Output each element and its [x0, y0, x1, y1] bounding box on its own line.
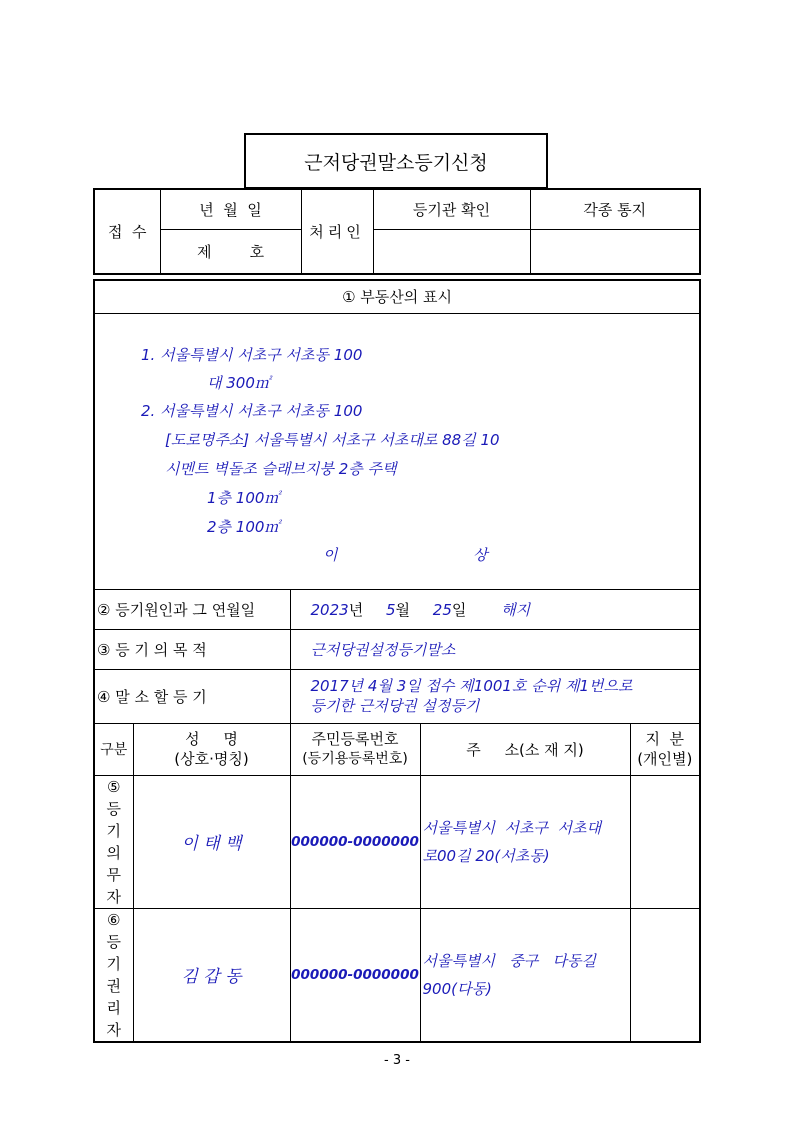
property-line-2: 대 300㎡ — [207, 373, 270, 392]
obligor-address — [420, 775, 630, 908]
end-mark-left: 이 — [323, 545, 338, 564]
handler-label: 처리인 — [301, 189, 373, 274]
property-line-7: 2층 100㎡ — [207, 517, 280, 536]
purpose-value: 근저당권설정등기말소 — [290, 629, 700, 669]
obligor-div-1: 등 — [106, 799, 121, 818]
property-line-5: 시멘트 벽돌조 슬래브지붕 2층 주택 — [165, 459, 397, 478]
obligee-address — [420, 908, 630, 1042]
obligor-address-1: 서울특별시 서초구 서초대 — [422, 818, 601, 837]
date-label: 년 월 일 — [160, 189, 301, 229]
address-header: 주 소(소 재 지) — [420, 723, 630, 775]
obligor-id: 000000-0000000 — [290, 775, 420, 908]
obligee-share — [630, 908, 700, 1042]
obligee-address-1: 서울특별시 중구 다동길 — [422, 951, 597, 970]
name-header — [133, 723, 290, 775]
property-line-1: 1. 서울특별시 서초구 서초동 100 — [141, 345, 363, 364]
obligee-name: 김 갑 동 — [133, 908, 290, 1042]
cancel-label: ④ 말 소 할 등 기 — [94, 669, 290, 723]
notices-field — [530, 229, 700, 274]
registrar-check-field — [373, 229, 530, 274]
division-header: 구분 — [94, 723, 133, 775]
obligor-div-0: ⑤ — [107, 777, 121, 796]
id-header-main: 주민등록번호 — [311, 730, 399, 748]
reception-label: 접 수 — [94, 189, 160, 274]
obligor-div-3: 의 — [106, 843, 121, 862]
id-header — [290, 723, 420, 775]
application-table — [93, 279, 701, 1043]
property-header: ① 부동산의 표시 — [94, 280, 700, 313]
document-title: 근저당권말소등기신청 — [244, 133, 548, 189]
cause-month-unit: 월 — [395, 600, 411, 619]
obligee-div-3: 권 — [106, 976, 121, 995]
cause-year: 2023 — [310, 600, 349, 619]
obligor-share — [630, 775, 700, 908]
obligee-id: 000000-0000000 — [290, 908, 420, 1042]
cancel-line-2: 등기한 근저당권 설정등기 — [310, 697, 480, 715]
cause-label: ② 등기원인과 그 연월일 — [94, 589, 290, 629]
registrar-check-label: 등기관 확인 — [373, 189, 530, 229]
page-number: - 3 - — [384, 1053, 410, 1068]
name-header-main: 성 명 — [185, 730, 238, 748]
property-line-3: 2. 서울특별시 서초구 서초동 100 — [141, 401, 363, 420]
property-line-6: 1층 100㎡ — [207, 488, 280, 507]
cause-month: 5 — [385, 600, 396, 619]
obligee-div-2: 기 — [106, 954, 121, 973]
cause-day-unit: 일 — [451, 600, 467, 619]
share-header-sub: (개인별) — [637, 750, 693, 768]
obligor-div-5: 자 — [106, 887, 121, 906]
obligor-address-2: 로00길 20(서초동) — [422, 846, 550, 865]
name-header-sub: (상호·명칭) — [174, 750, 249, 768]
obligee-div-1: 등 — [106, 932, 121, 951]
cancel-line-1: 2017년 4월 3일 접수 제1001호 순위 제1번으로 — [310, 677, 633, 695]
obligee-division — [94, 908, 133, 1042]
end-mark-right: 상 — [473, 545, 488, 564]
share-header — [630, 723, 700, 775]
obligor-name: 이 태 백 — [133, 775, 290, 908]
obligor-division — [94, 775, 133, 908]
obligee-address-2: 900(다동) — [422, 979, 492, 998]
cause-value — [290, 589, 700, 629]
obligor-div-2: 기 — [106, 821, 121, 840]
purpose-label: ③ 등 기 의 목 적 — [94, 629, 290, 669]
notices-label: 각종 통지 — [530, 189, 700, 229]
cause-day: 25 — [432, 600, 452, 619]
obligee-div-0: ⑥ — [107, 910, 121, 929]
share-header-main: 지 분 — [645, 730, 685, 748]
id-header-sub: (등기용등록번호) — [302, 751, 408, 767]
obligee-div-4: 리 — [106, 998, 121, 1017]
obligor-div-4: 무 — [106, 865, 121, 884]
reception-table — [93, 188, 701, 275]
property-line-4: [도로명주소] 서울특별시 서초구 서초대로 88길 10 — [165, 430, 500, 449]
cause-year-unit: 년 — [348, 600, 364, 619]
cause-reason: 해지 — [501, 600, 531, 619]
obligee-div-5: 자 — [106, 1020, 121, 1039]
cancel-value — [290, 669, 700, 723]
property-description — [94, 313, 700, 589]
number-label: 제 호 — [160, 229, 301, 274]
